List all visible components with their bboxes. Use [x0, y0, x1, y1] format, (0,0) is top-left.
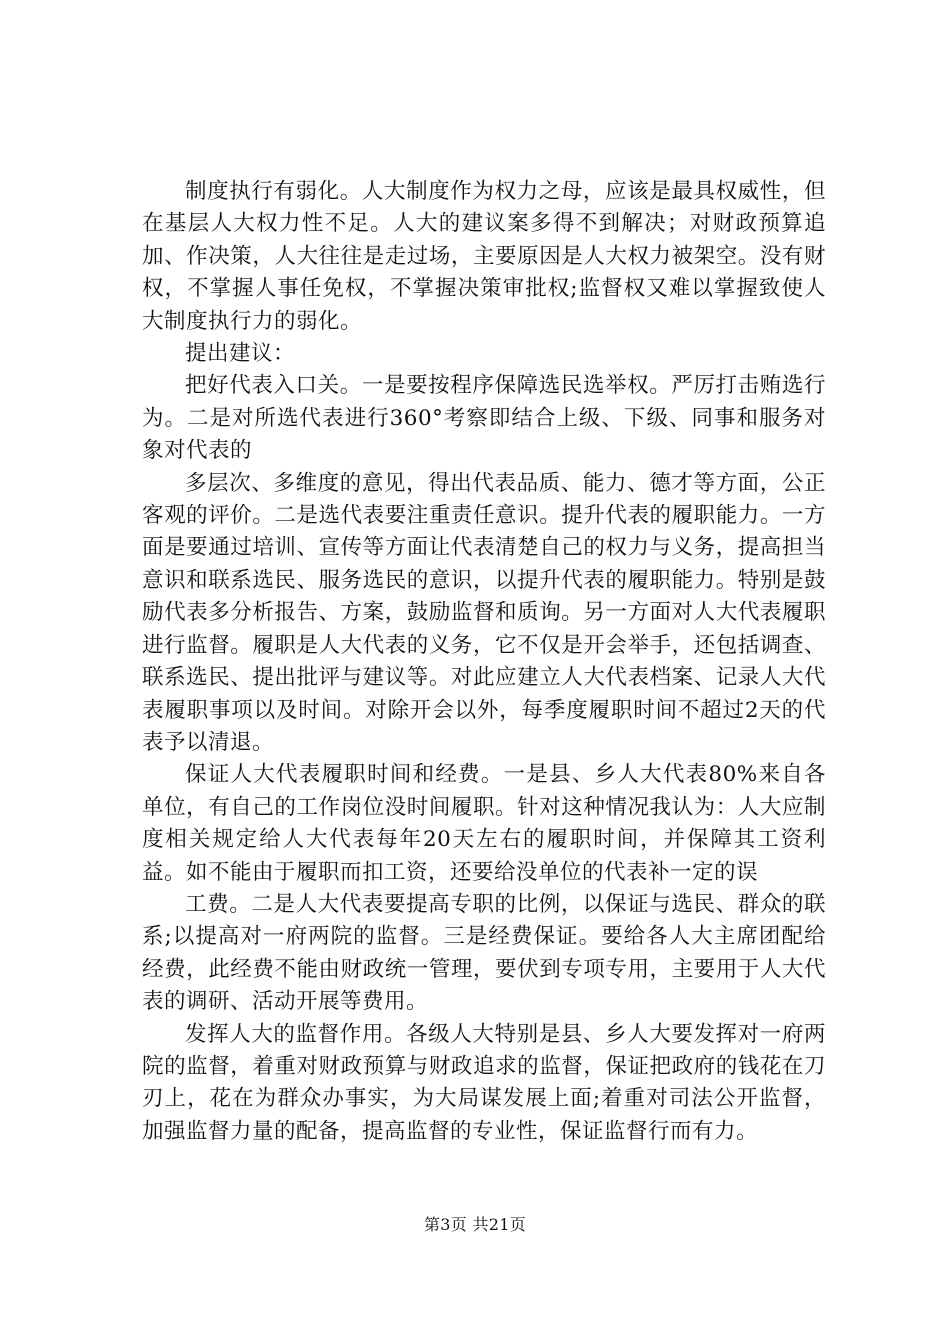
paragraph-suggestions-heading: 提出建议： — [185, 341, 296, 367]
paragraph-time-and-funding: 保证人大代表履职时间和经费。一是县、乡人大代表80%来自各单位，有自己的工作岗位没时间履职。针对这种情况我认为：人大应制度相关规定给人大代表每年20天左右的履职时间，并保障其工资利益。如不能由于履职而扣工资，还要给没单位的代表补一定的误 — [142, 762, 826, 885]
page-number-label: 第3页 共21页 — [423, 1215, 527, 1234]
paragraph-institution-weakening: 制度执行有弱化。人大制度作为权力之母，应该是最具权威性，但在基层人大权力性不足。人大的建议案多得不到解决；对财政预算追加、作决策，人大往往是走过场，主要原因是人大权力被架空。没有财权，不掌握人事任免权，不掌握决策审批权;监督权又难以掌握致使人大制度执行力的弱化。 — [142, 179, 826, 334]
page-footer — [0, 1215, 950, 1235]
paragraph-supervision-role: 发挥人大的监督作用。各级人大特别是县、乡人大要发挥对一府两院的监督，着重对财政预算与财政追求的监督，保证把政府的钱花在刀刃上，花在为群众办事实，为大局谋发展上面;着重对司法公开监督，加强监督力量的配备，提高监督的专业性，保证监督行而有力。 — [142, 1021, 826, 1144]
document-body — [142, 176, 826, 1148]
paragraph-work-expenses: 工费。二是人大代表要提高专职的比例，以保证与选民、群众的联系;以提高对一府两院的监督。三是经费保证。要给各人大主席团配给经费，此经费不能由财政统一管理，要伏到专项专用，主要用于人大代表的调研、活动开展等费用。 — [142, 891, 826, 1015]
paragraph-multi-level-evaluation: 多层次、多维度的意见，得出代表品质、能力、德才等方面，公正客观的评价。二是选代表要注重责任意识。提升代表的履职能力。一方面是要通过培训、宣传等方面让代表清楚自己的权力与义务，提高担当意识和联系选民、服务选民的意识，以提升代表的履职能力。特别是鼓励代表多分析报告、方案，鼓励监督和质询。另一方面对人大代表履职进行监督。履职是人大代表的义务，它不仅是开会举手，还包括调查、联系选民、提出批评与建议等。对此应建立人大代表档案、记录人大代表履职事项以及时间。对除开会以外，每季度履职时间不超过2天的代表予以清退。 — [142, 470, 826, 755]
paragraph-representative-entry: 把好代表入口关。一是要按程序保障选民选举权。严厉打击贿选行为。二是对所选代表进行360°考察即结合上级、下级、同事和服务对象对代表的 — [142, 373, 826, 464]
